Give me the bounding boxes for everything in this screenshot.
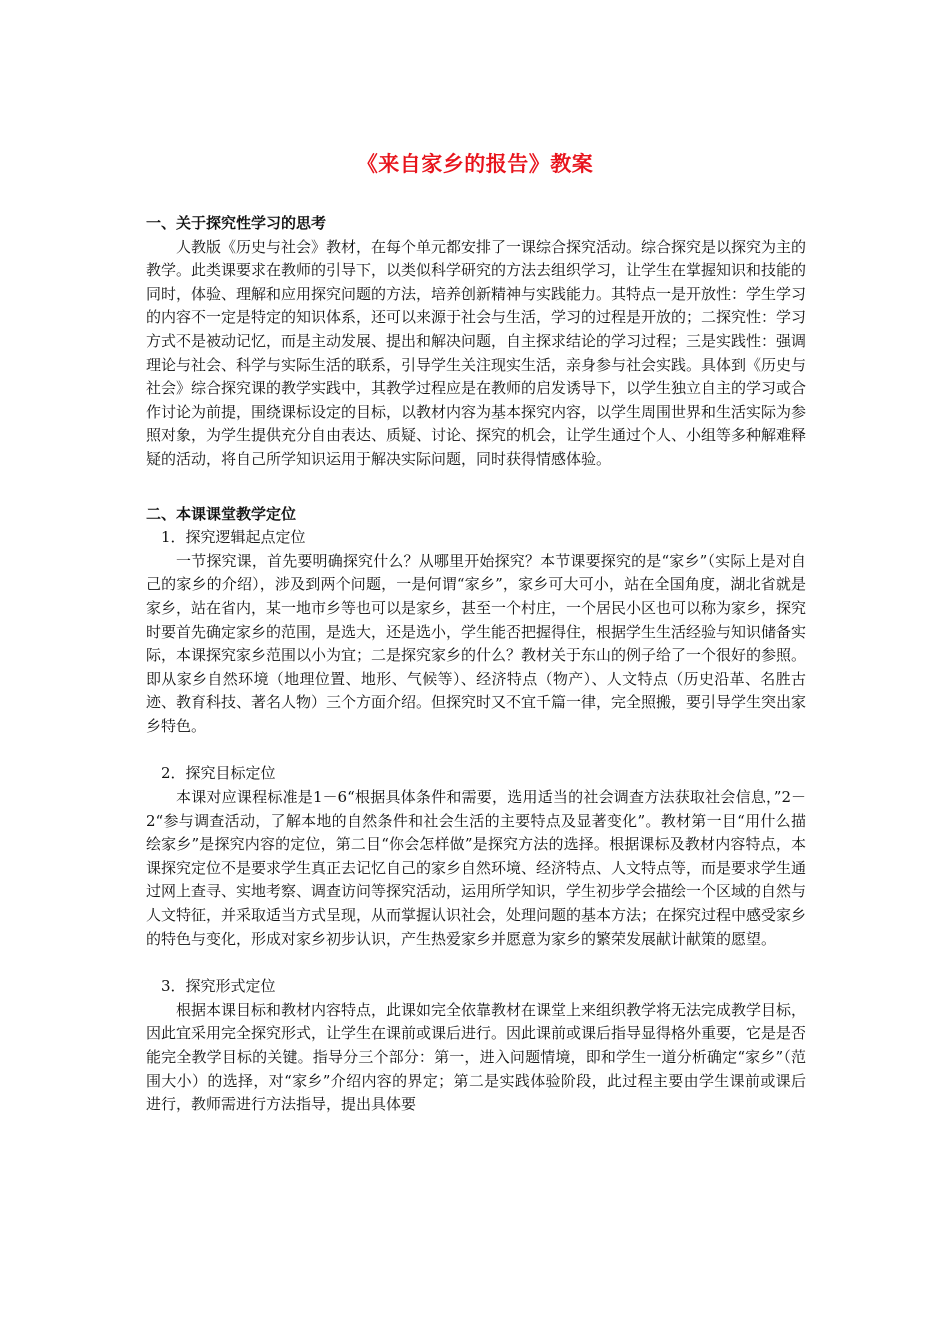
spacer [146,951,806,975]
subsection2-paragraph: 本课对应课程标准是1－6“根据具体条件和需要，选用适当的社会调查方法获取社会信息，”2－2“参与调查活动，了解本地的自然条件和社会生活的主要特点及显著变化”。教材第一目“用什么描绘家乡”是探究内容的定位，第二目“你会怎样做”是探究方法的选择。根据课标及教材内容特点，本课探究定位不是要求学生真正去记忆自己的家乡自然环境、经济特点、人文特点等，而是要求学生通过网上查寻、实地考察、调查访问等探究活动，运用所学知识，学生初步学会描绘一个区域的自然与人文特征，并采取适当方式呈现，从而掌握认识社会，处理问题的基本方法；在探究过程中感受家乡的特色与变化，形成对家乡初步认识，产生热爱家乡并愿意为家乡的繁荣发展献计献策的愿望。 [146,788,807,948]
subsection3-paragraph: 根据本课目标和教材内容特点，此课如完全依靠教材在课堂上来组织教学将无法完成教学目标，因此宜采用完全探究形式，让学生在课前或课后进行。因此课前或课后指导显得格外重要，它是是否能完全教学目标的关键。指导分三个部分：第一，进入问题情境，即和学生一道分析确定“家乡”（范围大小）的选择，对“家乡”介绍内容的界定；第二是实践体验阶段，此过程主要由学生课前或课后进行，教师需进行方法指导，提出具体要 [146,1000,807,1114]
subsection-heading-3: 3．探究形式定位 [161,977,276,996]
document-body [146,212,806,1117]
spacer [146,738,806,762]
subsection-heading-2: 2．探究目标定位 [161,764,276,783]
section-heading-2: 二、本课课堂教学定位 [146,504,297,523]
document-title: 《来自家乡的报告》教案 [356,152,594,176]
section-heading-1: 一、关于探究性学习的思考 [146,214,327,232]
spacer [146,472,806,503]
subsection1-paragraph: 一节探究课，首先要明确探究什么？从哪里开始探究？本节课要探究的是“家乡”（实际上是对自己的家乡的介绍），涉及到两个问题，一是何谓“家乡”，家乡可大可小，站在全国角度，湖北省就是家乡，站在省内，某一地市乡等也可以是家乡，甚至一个村庄，一个居民小区也可以称为家乡，探究时要首先确定家乡的范围，是选大，还是选小，学生能否把握得住，根据学生生活经验与知识储备实际，本课探究家乡范围以小为宜；二是探究家乡的什么？教材关于东山的例子给了一个很好的参照。即从家乡自然环境（地理位置、地形、气候等）、经济特点（物产）、人文特点（历史沿革、名胜古迹、教育科技、著名人物）三个方面介绍。但探究时又不宜千篇一律，完全照搬，要引导学生突出家乡特色。 [146,551,807,735]
subsection-heading-1: 1．探究逻辑起点定位 [161,528,306,547]
section1-paragraph: 人教版《历史与社会》教材，在每个单元都安排了一课综合探究活动。综合探究是以探究为主的教学。此类课要求在教师的引导下，以类似科学研究的方法去组织学习，让学生在掌握知识和技能的同时，体验、理解和应用探究问题的方法，培养创新精神与实践能力。其特点一是开放性：学生学习的内容不一定是特定的知识体系，还可以来源于社会与生活，学习的过程是开放的；二探究性：学习方式不是被动记忆，而是主动发展、提出和解决问题，自主探求结论的学习过程；三是实践性：强调理论与社会、科学与实际生活的联系，引导学生关注现实生活，亲身参与社会实践。具体到《历史与社会》综合探究课的教学实践中，其教学过程应是在教师的启发诱导下，以学生独立自主的学习或合作讨论为前提，围绕课标设定的目标，以教材内容为基本探究内容，以学生周围世界和生活实际为参照对象，为学生提供充分自由表达、质疑、讨论、探究的机会，让学生通过个人、小组等多种解难释疑的活动，将自己所学知识运用于解决实际问题，同时获得情感体验。 [146,237,807,468]
